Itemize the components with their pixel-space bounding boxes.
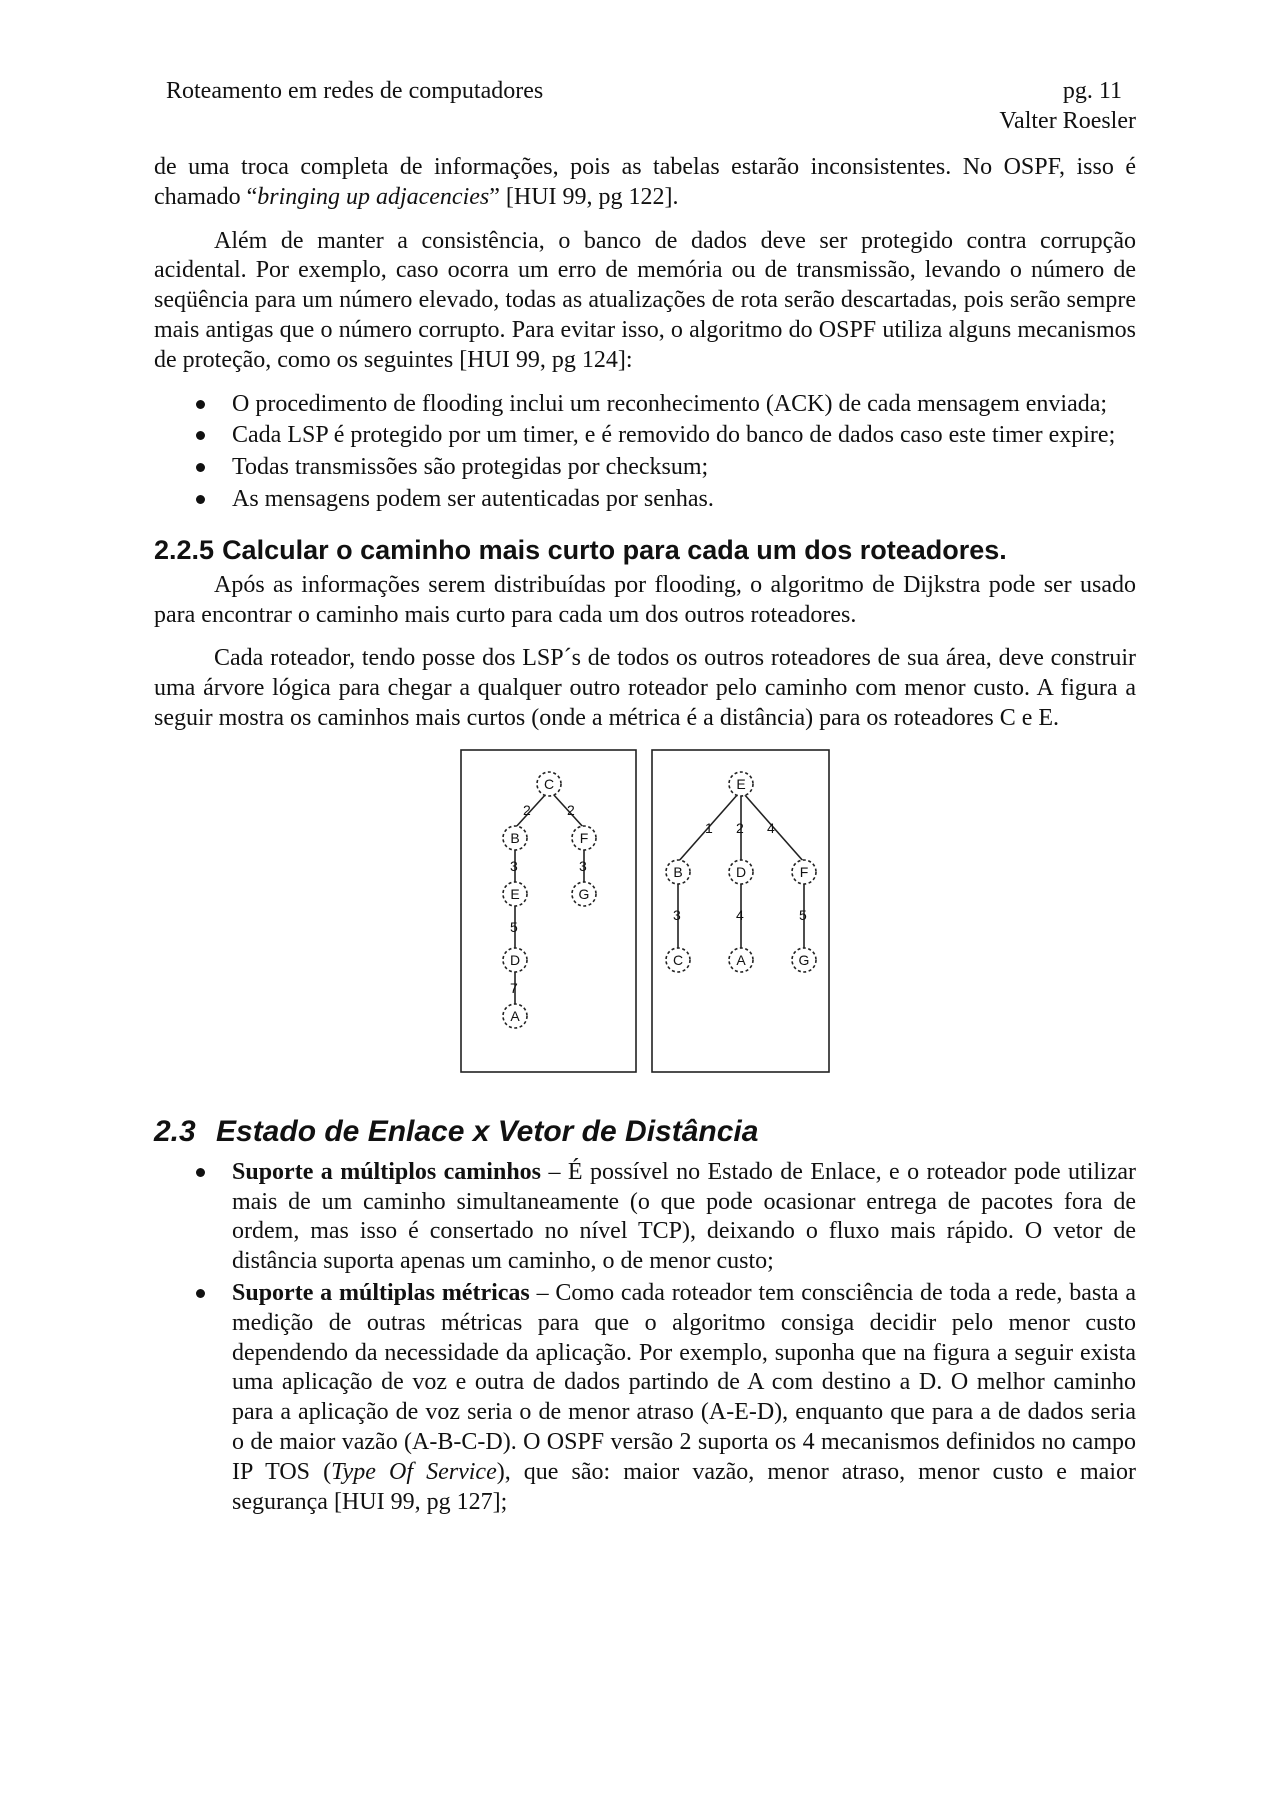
section-heading-2-2-5	[154, 533, 1136, 567]
node-label: A	[736, 951, 746, 968]
router-node-d	[503, 948, 527, 972]
list-item-title: Suporte a múltiplos caminhos	[232, 1158, 542, 1185]
node-label: D	[509, 951, 521, 968]
header-author: Valter Roesler	[999, 108, 1136, 134]
node-label: B	[510, 829, 520, 846]
edge-weight: 4	[767, 819, 775, 836]
edge-weight: 7	[510, 979, 518, 996]
edge-weight: 3	[510, 857, 518, 874]
header-title: Roteamento em redes de computadores	[166, 78, 544, 104]
tree-c-frame	[461, 750, 636, 1072]
list-item	[154, 421, 1136, 451]
node-label: F	[579, 829, 589, 846]
paragraph-consistency: Além de manter a consistência, o banco de dados deve ser protegido contra corrupção acidental. Por exemplo, caso ocorra um erro de memória ou de transmissão, levando o número de seqüência para um número elevado, todas as atualizações de rota serão descartadas, pois serão sempre mais antigas que o número corrupto. Para evitar isso, o algoritmo do OSPF utiliza alguns mecanismos de proteção, como os seguintes [HUI 99, pg 124]:	[154, 227, 1136, 373]
bullet-icon	[196, 495, 205, 504]
edge-weight: 5	[510, 918, 518, 935]
node-label: B	[673, 863, 683, 880]
list-item-text: – É possível no Estado de Enlace, e o roteador pode utilizar mais de um caminho simultaneamente (o que pode ocasionar entrega de pacotes fora de ordem, mas isso é consertado no nível TCP), deixando o fluxo mais rápido. O vetor de distância suporta apenas um caminho, o de menor custo;	[232, 1158, 1136, 1275]
router-node-c	[666, 948, 690, 972]
router-node-b	[503, 826, 527, 850]
bullet-icon	[196, 1289, 205, 1298]
node-label: A	[510, 1007, 520, 1024]
list-item	[154, 390, 1136, 420]
edge-weight: 1	[705, 819, 713, 836]
section-number: 2.3	[154, 1114, 196, 1148]
list-item	[154, 1158, 1136, 1277]
list-item-text: As mensagens podem ser autenticadas por senhas.	[232, 485, 714, 512]
edge-weight: 3	[673, 906, 681, 923]
edge-weight: 3	[579, 857, 587, 874]
bullet-icon	[196, 400, 205, 409]
list-item-text: – Como cada roteador tem consciência de toda a rede, basta a medição de outras métricas para que o algoritmo consiga decidir pelo menor custo dependendo da necessidade da aplicação. Por exemplo, suponha que na figura a seguir exista uma aplicação de voz e outra de dados partindo de A com destino a D. O melhor caminho para a aplicação de voz seria o de menor atraso (A-E-D), enquanto que para a de dados seria o de maior vazão (A-B-C-D). O OSPF versão 2 suporta os 4 mecanismos definidos no campo IP TOS (	[232, 1279, 1137, 1485]
section-heading-2-3	[154, 1114, 1136, 1150]
router-node-a	[503, 1004, 527, 1028]
node-label: C	[672, 951, 684, 968]
edge-weight: 4	[736, 906, 744, 923]
page-number: pg. 11	[1062, 78, 1122, 104]
list-item	[154, 1279, 1136, 1517]
edge-weight: 2	[567, 801, 575, 818]
router-node-b	[666, 860, 690, 884]
paragraph-dijkstra: Após as informações serem distribuídas por flooding, o algoritmo de Dijkstra pode ser usado para encontrar o caminho mais curto para cada um dos outros roteadores.	[154, 571, 1136, 628]
router-node-d	[729, 860, 753, 884]
bullet-icon	[196, 463, 205, 472]
node-label: F	[799, 863, 809, 880]
section-title: Estado de Enlace x Vetor de Distância	[216, 1114, 759, 1148]
bullet-icon	[196, 1168, 205, 1177]
list-item-text: Cada LSP é protegido por um timer, e é removido do banco de dados caso este timer expire;	[232, 422, 1116, 449]
paragraph-continuation	[154, 153, 1136, 213]
node-label: E	[510, 885, 520, 902]
bullet-icon	[196, 431, 205, 440]
paragraph-text: ” [HUI 99, pg 122].	[489, 183, 679, 210]
section-title: Calcular o caminho mais curto para cada um dos roteadores.	[222, 534, 1007, 565]
shortest-path-trees-figure	[154, 748, 1136, 1088]
node-label: D	[735, 863, 747, 880]
router-node-f	[572, 826, 596, 850]
node-label: G	[578, 885, 590, 902]
router-node-g	[572, 882, 596, 906]
router-node-a	[729, 948, 753, 972]
tree-diagram	[459, 748, 831, 1078]
list-item-text: ), que são: maior vazão, menor atraso, menor custo e maior segurança [HUI 99, pg 127];	[232, 1458, 1136, 1515]
router-node-f	[792, 860, 816, 884]
section-number: 2.2.5	[154, 534, 215, 565]
node-label: C	[543, 775, 555, 792]
node-label: E	[736, 775, 746, 792]
list-item-text: O procedimento de flooding inclui um reconhecimento (ACK) de cada mensagem enviada;	[232, 390, 1108, 417]
router-node-c	[537, 772, 561, 796]
edge-weight: 2	[736, 819, 744, 836]
italic-term: bringing up adjacencies	[257, 183, 490, 210]
paragraph-logical-tree: Cada roteador, tendo posse dos LSP´s de todos os outros roteadores de sua área, deve construir uma árvore lógica para chegar a qualquer outro roteador pelo caminho com menor custo. A figura a seguir mostra os caminhos mais curtos (onde a métrica é a distância) para os roteadores C e E.	[154, 645, 1136, 731]
node-label: G	[798, 951, 810, 968]
italic-term: Type Of Service	[331, 1458, 497, 1485]
list-item-title: Suporte a múltiplas métricas	[232, 1279, 530, 1306]
router-node-g	[792, 948, 816, 972]
edge-weight: 2	[523, 801, 531, 818]
edge-weight: 5	[799, 906, 807, 923]
router-node-e	[729, 772, 753, 796]
list-item	[154, 453, 1136, 483]
protection-mechanisms-list	[154, 390, 1136, 515]
paragraph-text: de uma troca completa de informações, pois as tabelas estarão inconsistentes. No OSPF, isso é chamado “	[154, 154, 1136, 210]
list-item-text: Todas transmissões são protegidas por checksum;	[232, 454, 709, 481]
comparison-list	[154, 1158, 1136, 1518]
list-item	[154, 485, 1136, 515]
page-content	[154, 153, 1136, 1535]
router-node-e	[503, 882, 527, 906]
